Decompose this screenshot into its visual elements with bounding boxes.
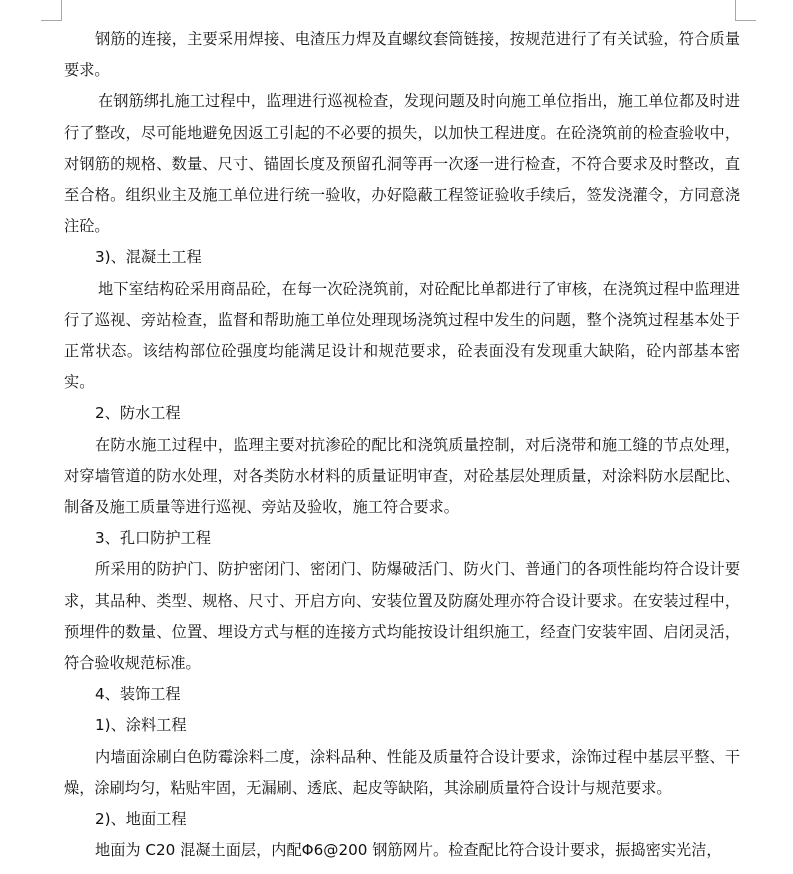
crop-mark-right-horizontal (735, 20, 756, 21)
crop-mark-left-vertical (61, 0, 62, 20)
crop-mark-right-vertical (735, 0, 736, 20)
heading-concrete-works: 3)、混凝土工程 (95, 248, 202, 267)
paragraph-rebar-binding: 在钢筋绑扎施工过程中，监理进行巡视检查，发现问题及时向施工单位指出，施工单位都及时进行了整改，尽可能地避免因返工引起的不必要的损失，以加快工程进度。在砼浇筑前的检查验收中，对钢筋的规格、数量、尺寸、锚固长度及预留孔洞等再一次逐一进行检查，不符合要求及时整改，直至合格。组织业主及施工单位进行统一验收，办好隐蔽工程签证验收手续后，签发浇灌令，方同意浇注砼。 (64, 92, 740, 236)
heading-opening-protection: 3、孔口防护工程 (95, 529, 211, 548)
heading-waterproofing: 2、防水工程 (95, 404, 181, 423)
heading-decoration-works: 4、装饰工程 (95, 685, 181, 704)
document-body[interactable] (64, 24, 740, 866)
paragraph-floor-works: 地面为 C20 混凝土面层，内配Φ6@200 钢筋网片。检查配比符合设计要求，振捣密实光洁， (95, 841, 722, 860)
paragraph-waterproofing: 在防水施工过程中，监理主要对抗渗砼的配比和浇筑质量控制，对后浇带和施工缝的节点处理，对穿墙管道的防水处理，对各类防水材料的质量证明审查，对砼基层处理质量，对涂料防水层配比、制备及施工质量等进行巡视、旁站及验收，施工符合要求。 (64, 435, 740, 517)
heading-coating-works: 1)、涂料工程 (95, 716, 187, 735)
crop-mark-left-horizontal (41, 20, 62, 21)
heading-floor-works: 2)、地面工程 (95, 810, 187, 829)
paragraph-opening-protection: 所采用的防护门、防护密闭门、密闭门、防爆破活门、防火门、普通门的各项性能均符合设计要求，其品种、类型、规格、尺寸、开启方向、安装位置及防腐处理亦符合设计要求。在安装过程中，预埋件的数量、位置、埋设方式与框的连接方式均能按设计组织施工，经查门安装牢固、启闭灵活，符合验收规范标准。 (64, 560, 740, 673)
paragraph-concrete-works: 地下室结构砼采用商品砼，在每一次砼浇筑前，对砼配比单都进行了审核，在浇筑过程中监理进行了巡视、旁站检查，监督和帮助施工单位处理现场浇筑过程中发生的问题，整个浇筑过程基本处于正常状态。该结构部位砼强度均能满足设计和规范要求，砼表面没有发现重大缺陷，砼内部基本密实。 (64, 279, 740, 392)
paragraph-rebar-connection: 钢筋的连接，主要采用焊接、电渣压力焊及直螺纹套筒链接，按规范进行了有关试验，符合质量要求。 (64, 30, 740, 80)
paragraph-coating-works: 内墙面涂刷白色防霉涂料二度，涂料品种、性能及质量符合设计要求，涂饰过程中基层平整、干燥，涂刷均匀，粘贴牢固，无漏刷、透底、起皮等缺陷，其涂刷质量符合设计与规范要求。 (64, 747, 740, 797)
